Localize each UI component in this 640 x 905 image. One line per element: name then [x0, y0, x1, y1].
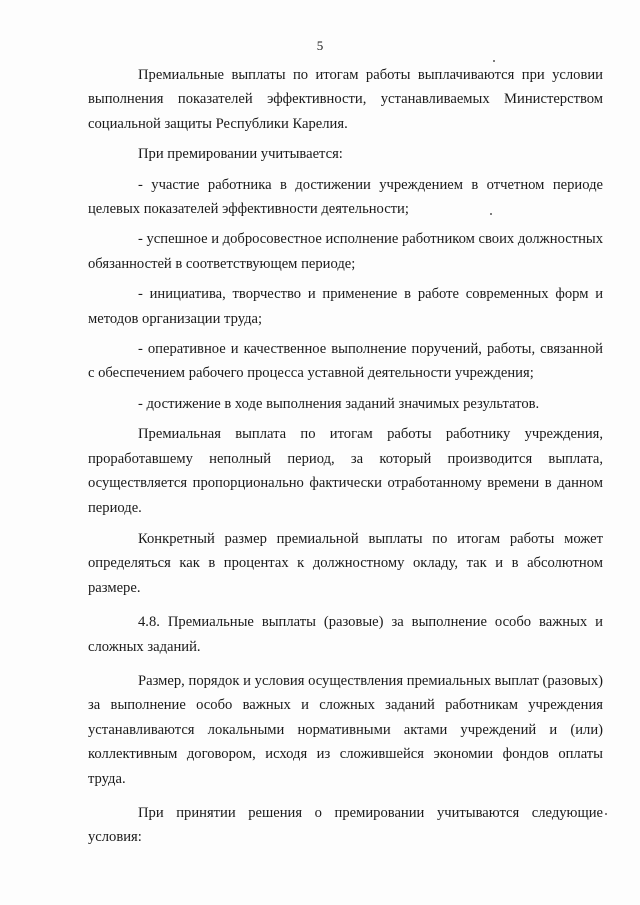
section-heading-4-8: 4.8. Премиальные выплаты (разовые) за выполнение особо важных и сложных заданий. [88, 614, 603, 655]
paragraph-decision-conditions: При принятии решения о премировании учитываются следующие условия: [88, 804, 603, 846]
list-item-target-indicators: - участие работника в достижении учреждением в отчетном периоде целевых показателей эффективности деятельности; [88, 176, 603, 218]
list-item-operational-tasks: - оперативное и качественное выполнение поручений, работы, связанной с обеспечением рабочего процесса уставной деятельности учреждения; [88, 341, 603, 382]
paragraph-premium-amount: Конкретный размер премиальной выплаты по итогам работы может определяться как в процентах к должностному окладу, так и в абсолютном размере. [88, 530, 603, 596]
scan-speck [490, 213, 492, 215]
document-body [88, 63, 603, 850]
paragraph-partial-period: Премиальная выплата по итогам работы работнику учреждения, проработавшему неполный период, за который производится выплата, осуществляется пропорционально фактически отработанному времени в данном периоде. [88, 426, 603, 516]
list-item-significant-results: - достижение в ходе выполнения заданий значимых результатов. [138, 395, 540, 412]
paragraph-premium-factors-intro: При премировании учитывается: [138, 146, 343, 163]
paragraph-one-time-premium-rules: Размер, порядок и условия осуществления премиальных выплат (разовых) за выполнение особо важных и сложных заданий работникам учреждения устанавливаются локальными нормативными актами учреждений и (или) коллективным договором, исходя из сложившейся экономии фондов оплаты труда. [88, 672, 603, 787]
paragraph-premium-conditions: Премиальные выплаты по итогам работы выплачиваются при условии выполнения показателей эффективности, устанавливаемых Министерством социальной защиты Республики Карелия. [88, 67, 603, 132]
list-item-initiative: - инициатива, творчество и применение в работе современных форм и методов организации труда; [88, 286, 603, 327]
scan-speck [605, 813, 607, 815]
list-item-duties-performance: - успешное и добросовестное исполнение работником своих должностных обязанностей в соответствующем периоде; [88, 231, 603, 272]
scan-speck [493, 60, 495, 62]
page-number: 5 [316, 38, 324, 53]
